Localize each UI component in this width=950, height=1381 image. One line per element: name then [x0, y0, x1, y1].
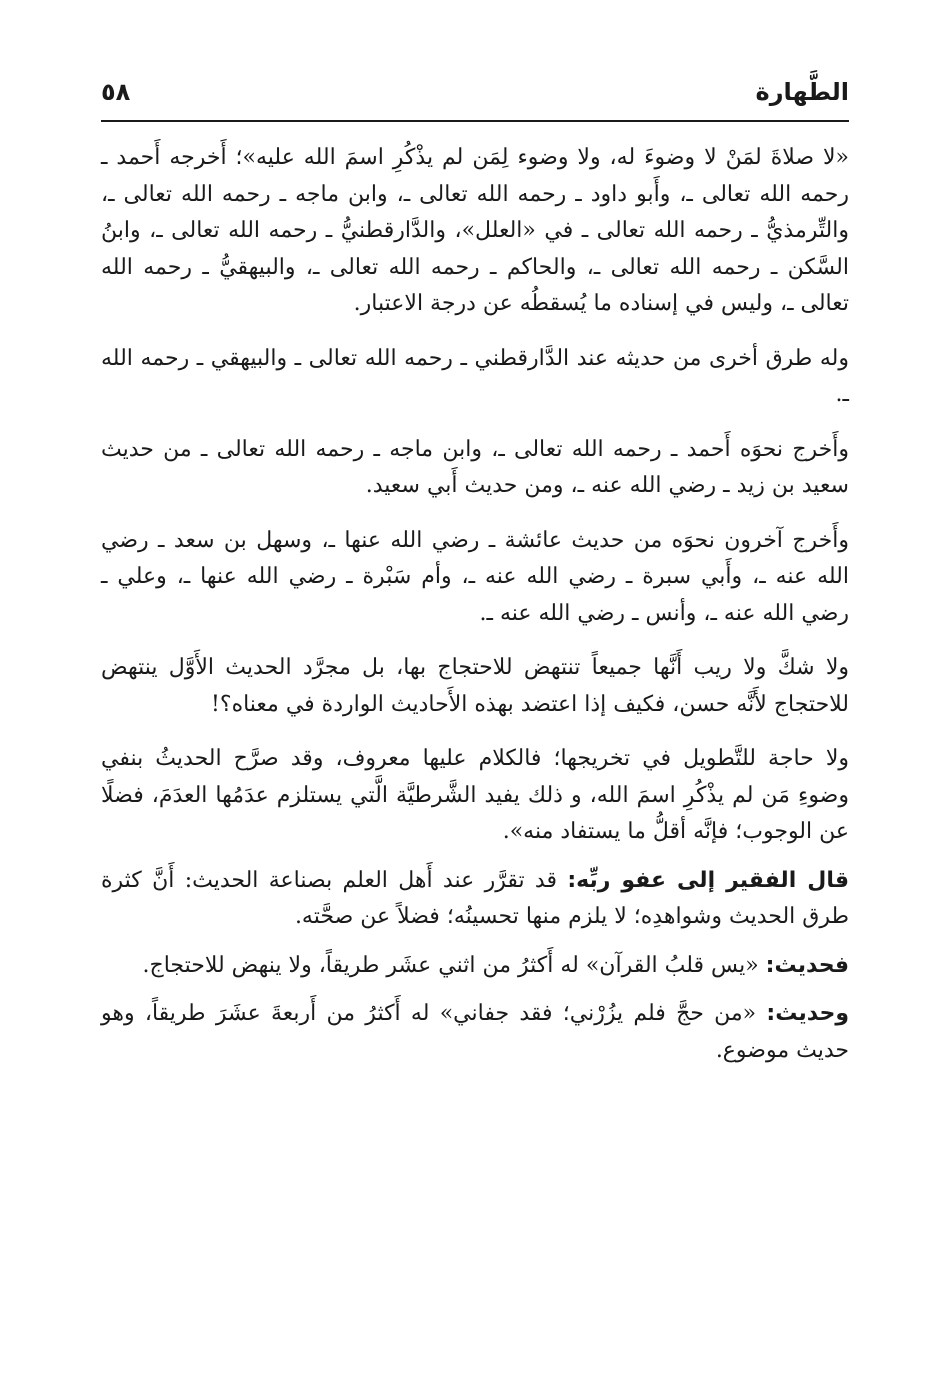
paragraph-lead: قال الفقير إلى عفو ربِّه:: [567, 867, 849, 893]
paragraph-text: «لا صلاةَ لمَنْ لا وضوءَ له، ولا وضوء لِمَن لم يذْكُرِ اسمَ الله عليه»؛ أَخرجه أَحمد ـ رحمه الله تعالى ـ، وأَبو داود ـ رحمه الله تعالى ـ، وابن ماجه ـ رحمه الله تعالى ـ، والتِّرمذيُّ ـ رحمه الله تعالى ـ في «العلل»، والدَّارقطنيُّ ـ رحمه الله تعالى ـ، وابنُ السَّكن ـ رحمه الله تعالى ـ، والحاكم ـ رحمه الله تعالى ـ، والبيهقيُّ ـ رحمه الله تعالى ـ، وليس في إسناده ما يُسقطُه عن درجة الاعتبار.: [101, 145, 849, 316]
paragraph-lead: وحديث:: [766, 1001, 849, 1026]
header-rule: [101, 120, 849, 122]
page-number: ٥٨: [101, 78, 131, 106]
paragraph-text: وأَخرج نحوَه أَحمد ـ رحمه الله تعالى ـ، وابن ماجه ـ رحمه الله تعالى ـ من حديث سعيد بن زيد ـ رضي الله عنه ـ، ومن حديث أَبي سعيد.: [101, 436, 849, 498]
running-title: الطَّهارة: [755, 78, 849, 106]
paragraph-text: ولا حاجة للتَّطويل في تخريجها؛ فالكلام عليها معروف، وقد صرَّح الحديثُ بنفي وضوءِ مَن لم يذْكُرِ اسمَ الله، و ذلك يفيد الشَّرطيَّة الَّتي يستلزم عدَمُها العدَمَ، فضلًا عن الوجوب؛ فإنَّه أقلُّ ما يستفاد منه».: [101, 746, 849, 844]
paragraph-2: [101, 341, 849, 414]
paragraph-text: قد تقرَّر عند أَهل العلم بصناعة الحديث: أَنَّ كثرة طرق الحديث وشواهدِه؛ لا يلزم منها تحسينُه؛ فضلاً عن صحَّته.: [101, 867, 849, 929]
paragraph-4: [101, 523, 849, 633]
paragraph-1: [101, 140, 849, 323]
page-header: [101, 74, 849, 114]
paragraph-3: [101, 432, 849, 505]
paragraph-6: [101, 741, 849, 851]
paragraph-9: [101, 996, 849, 1069]
paragraph-5: [101, 650, 849, 723]
paragraph-text: «من حجَّ فلم يزُرْني؛ فقد جفاني» له أَكثرُ من أَربعةَ عشَرَ طريقاً، وهو حديث موضوع.: [101, 1001, 849, 1063]
paragraph-text: «يس قلبُ القرآن» له أَكثرُ من اثني عشَر طريقاً، ولا ينهض للاحتجاج.: [142, 952, 766, 978]
paragraph-7: [101, 863, 849, 936]
paragraph-text: ولا شكَّ ولا ريب أَنَّها جميعاً تنتهض للاحتجاج بها، بل مجرَّد الحديث الأَوَّل ينتهض للاحتجاج لأَنَّه حسن، فكيف إذا اعتضد بهذه الأَحاديث الواردة في معناه؟!: [101, 655, 849, 717]
paragraph-text: وأَخرج آخرون نحوَه من حديث عائشة ـ رضي الله عنها ـ، وسهل بن سعد ـ رضي الله عنه ـ، وأَبي سبرة ـ رضي الله عنه ـ، وأم سَبْرة ـ رضي الله عنها ـ، وعلي ـ رضي الله عنه ـ، وأنس ـ رضي الله عنه ـ.: [101, 527, 849, 626]
paragraph-lead: فحديث:: [765, 952, 849, 978]
page-body: [101, 140, 849, 1081]
paragraph-8: [101, 948, 849, 985]
paragraph-text: وله طرق أخرى من حديثه عند الدَّارقطني ـ رحمه الله تعالى ـ والبيهقي ـ رحمه الله ـ.: [101, 345, 849, 407]
